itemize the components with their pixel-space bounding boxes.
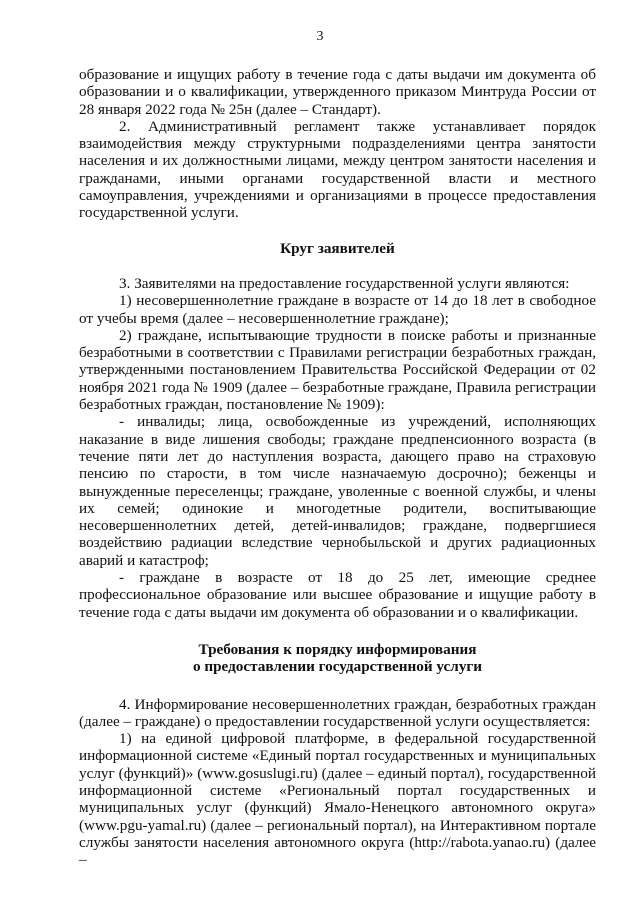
paragraph-4-item-1: 1) на единой цифровой платформе, в федеральной государственной информационной системе «Единый портал государственных и муниципальных услуг (функций)» (www.gosuslugi.ru) (далее – единый портал), государственной информационной системе «Региональный портал государственных и муниципальных услуг (функций) Ямало-Ненецкого автономного округа» (www.pgu-yamal.ru) (далее – региональный портал), на Интерактивном портале службы занятости населения автономного округа (http://rabota.yanao.ru) (далее –: [79, 730, 596, 869]
document-body: [79, 66, 596, 868]
paragraph-3-applicants: 3. Заявителями на предоставление государственной услуги являются:: [119, 274, 570, 292]
paragraph-3-item-2-list-b: - граждане в возрасте от 18 до 25 лет, имеющие среднее профессиональное образование или высшее образование и ищущие работу в течение года с даты выдачи им документа об образовании и о квалификации.: [79, 569, 596, 621]
section-heading-informing: [79, 641, 596, 676]
paragraph-standard-ref: образование и ищущих работу в течение года с даты выдачи им документа об образовании и о квалификации, утвержденного приказом Минтруда России от 28 января 2022 года № 25н (далее – Стандарт).: [79, 66, 596, 118]
heading-line: Требования к порядку информирования: [198, 640, 477, 658]
heading-line: Круг заявителей: [280, 239, 395, 257]
paragraph-2-regulation: 2. Административный регламент также устанавливает порядок взаимодействия между структурными подразделениями центра занятости населения и их должностными лицами, между центром занятости населения и гражданами, иными органами государственной власти и местного самоуправления, учреждениями и организациями в процессе предоставления государственной услуги.: [79, 117, 596, 222]
paragraph-3-item-1: 1) несовершеннолетние граждане в возрасте от 14 до 18 лет в свободное от учебы время (далее – несовершеннолетние граждане);: [79, 292, 596, 327]
section-heading-applicants: [79, 240, 596, 257]
paragraph-3-item-2: 2) граждане, испытывающие трудности в поиске работы и признанные безработными в соответствии с Правилами регистрации безработных граждан, утвержденными постановлением Правительства Российской Федерации от 02 ноября 2021 года № 1909 (далее – безработные граждане, Правила регистрации безработных граждан, постановление № 1909):: [79, 326, 596, 414]
paragraph-4-informing: 4. Информирование несовершеннолетних граждан, безработных граждан (далее – граждане) о предоставлении государственной услуги осуществляется:: [79, 695, 596, 730]
heading-line: о предоставлении государственной услуги: [192, 658, 483, 676]
paragraph-3-item-2-list-a: - инвалиды; лица, освобожденные из учреждений, исполняющих наказание в виде лишения свободы; граждане предпенсионного возраста (в течение пяти лет до наступления возраста, дающего право на страховую пенсию по старости, в том числе назначаемую досрочно); беженцы и вынужденные переселенцы; граждане, уволенные с военной службы, и члены их семей; одинокие и многодетные родители, воспитывающие несовершеннолетних детей, детей-инвалидов; граждане, подвергшиеся воздействию радиации вследствие чернобыльской и других радиационных аварий и катастроф;: [79, 413, 596, 569]
page-number: 3: [316, 29, 324, 44]
